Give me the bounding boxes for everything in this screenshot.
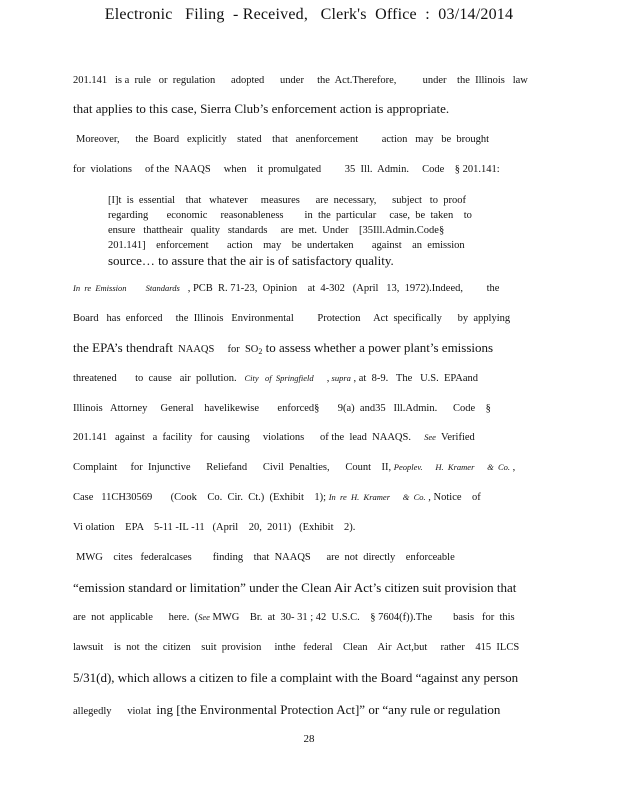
block-quote-line: source… to assure that the air is of satisfactory quality. bbox=[108, 253, 394, 268]
text-line bbox=[73, 340, 493, 356]
filing-header: Electronic Filing - Received, Clerk's Office : 03/14/2014 bbox=[104, 6, 514, 23]
text-span: MWG Br. at 30- 31 ; 42 U.S.C. § 7604(f)).The basis for this bbox=[209, 612, 515, 623]
subscript: 2 bbox=[258, 347, 263, 356]
text-line bbox=[73, 612, 515, 623]
text-span: 201.141 against a facility for causing violations of the lead NAAQS. bbox=[73, 432, 425, 443]
block-quote-line: ensure thattheair quality standards are met. Under [35Ill.Admin.Code§ bbox=[108, 225, 445, 236]
signal-word: See bbox=[198, 612, 210, 622]
text-span: to assess whether a power plant’s emissions bbox=[262, 340, 494, 355]
text-line: Vi olation EPA 5-11 -IL -11 (April 20, 2011) (Exhibit 2). bbox=[73, 522, 356, 533]
case-citation: Peoplev. H. Kramer & Co. bbox=[393, 462, 511, 472]
text-line: MWG cites federalcases finding that NAAQS are not directly enforceable bbox=[76, 552, 455, 563]
text-span: , Notice of bbox=[425, 492, 481, 503]
text-span: , PCB R. 71-23, Opinion at 4-302 (April 13, 1972).Indeed, the bbox=[179, 283, 500, 294]
text-span: Verified bbox=[435, 432, 475, 443]
page-number: 28 bbox=[303, 733, 315, 745]
text-line: “emission standard or limitation” under the Clean Air Act’s citizen suit provision that bbox=[73, 580, 517, 595]
text-line: lawsuit is not the citizen suit provision inthe federal Clean Air Act,but rather 415 ILCS bbox=[73, 642, 520, 653]
text-span: Complaint for Injunctive Reliefand Civil Penalties, Count II, bbox=[73, 462, 394, 473]
text-span: , at 8-9. The U.S. EPAand bbox=[350, 373, 479, 384]
text-line bbox=[73, 462, 515, 473]
block-quote-line: 201.141] enforcement action may be undertaken against an emission bbox=[108, 240, 465, 251]
block-quote-line: regarding economic reasonableness in the particular case, be taken to bbox=[108, 210, 472, 221]
case-citation: In re Emission Standards bbox=[73, 283, 180, 293]
text-line: Board has enforced the Illinois Environmental Protection Act specifically by applying bbox=[73, 313, 511, 324]
text-line: for violations of the NAAQS when it promulgated 35 Ill. Admin. Code § 201.141: bbox=[73, 164, 500, 175]
text-line: Moreover, the Board explicitly stated that anenforcement action may be brought bbox=[76, 134, 490, 145]
text-line: that applies to this case, Sierra Club’s enforcement action is appropriate. bbox=[73, 101, 450, 116]
text-line bbox=[73, 432, 475, 443]
case-citation: In re H. Kramer & Co. bbox=[328, 492, 426, 502]
text-span: Case 11CH30569 (Cook Co. Cir. Ct.) (Exhibit 1); bbox=[73, 492, 329, 503]
text-line: 201.141 is a rule or regulation adopted under the Act.Therefore, under the Illinois law bbox=[73, 75, 528, 86]
text-span: , bbox=[313, 373, 330, 384]
text-line bbox=[73, 492, 481, 503]
block-quote-line: [I]t is essential that whatever measures are necessary, subject to proof bbox=[108, 195, 466, 206]
signal-word: See bbox=[424, 432, 436, 442]
text-span: , bbox=[510, 462, 516, 473]
text-span: allegedly violat bbox=[73, 706, 157, 717]
case-citation: supra bbox=[329, 373, 351, 383]
text-span: the EPA’s thendraft bbox=[73, 340, 173, 355]
text-line bbox=[73, 373, 478, 384]
text-span: ing [the Environmental Protection Act]” or “any rule or regulation bbox=[156, 702, 501, 717]
text-line: Illinois Attorney General havelikewise enforced§ 9(a) and35 Ill.Admin. Code § bbox=[73, 403, 491, 414]
case-citation: City of Springfield bbox=[244, 373, 314, 383]
text-span: NAAQS for SO bbox=[172, 344, 259, 355]
text-line bbox=[73, 283, 499, 294]
text-line bbox=[73, 702, 500, 718]
text-span: are not applicable here. ( bbox=[73, 612, 199, 623]
text-line: 5/31(d), which allows a citizen to file a complaint with the Board “against any person bbox=[73, 670, 519, 685]
text-span: threatened to cause air pollution. bbox=[73, 373, 245, 384]
